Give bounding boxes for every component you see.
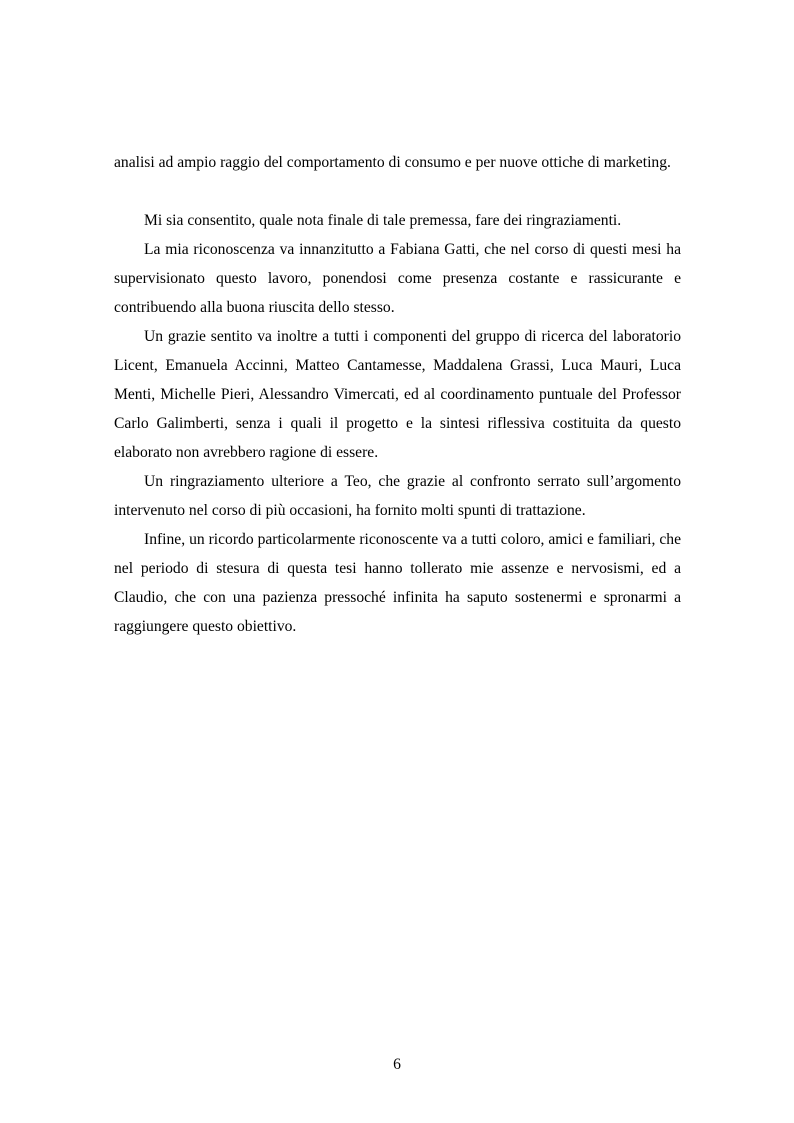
body-text [114, 148, 681, 641]
paragraph-thanks-research-group: Un grazie sentito va inoltre a tutti i componenti del gruppo di ricerca del laboratorio Licent, Emanuela Accinni, Matteo Cantamesse, Maddalena Grassi, Luca Mauri, Luca Menti, Michelle Pieri, Alessandro Vimercati, ed al coordinamento puntuale del Professor Carlo Galimberti, senza i quali il progetto e la sintesi riflessiva costituita da questo elaborato non avrebbero ragione di essere. [114, 328, 681, 461]
paragraph-thanks-supervisor: La mia riconoscenza va innanzitutto a Fabiana Gatti, che nel corso di questi mesi ha supervisionato questo lavoro, ponendosi come presenza costante e rassicurante e contribuendo alla buona riuscita dello stesso. [114, 241, 681, 316]
page-number: 6 [393, 1056, 401, 1073]
paragraph-continuation: analisi ad ampio raggio del comportamento di consumo e per nuove ottiche di marketing. [114, 154, 671, 171]
paragraph-thanks-family: Infine, un ricordo particolarmente riconoscente va a tutti coloro, amici e familiari, che nel periodo di stesura di questa tesi hanno tollerato mie assenze e nervosismi, ed a Claudio, che con una pazienza pressoché infinita ha saputo sostenermi e spronarmi a raggiungere questo obiettivo. [114, 531, 681, 635]
paragraph-thanks-teo: Un ringraziamento ulteriore a Teo, che grazie al confronto serrato sull’argomento intervenuto nel corso di più occasioni, ha fornito molti spunti di trattazione. [114, 473, 681, 519]
paragraph-acknowledgements-intro: Mi sia consentito, quale nota finale di tale premessa, fare dei ringraziamenti. [144, 212, 622, 229]
